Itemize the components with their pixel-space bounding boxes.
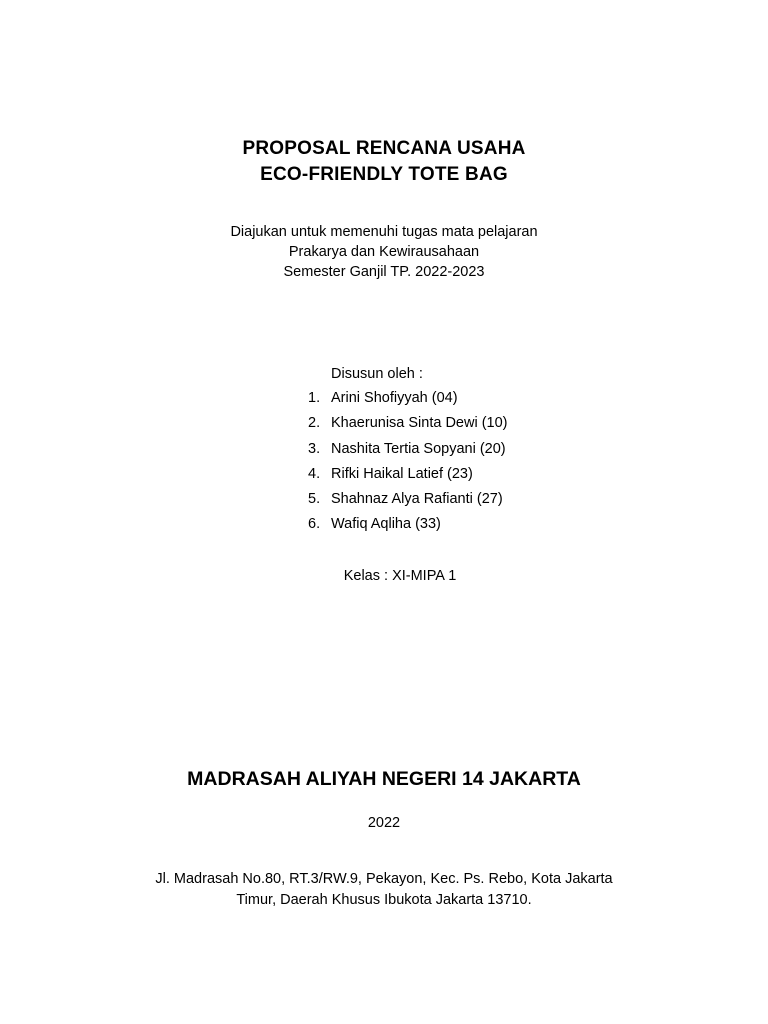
school-address — [0, 869, 768, 910]
list-number: 1. — [308, 390, 321, 406]
list-number: 6. — [308, 516, 321, 533]
authors-section — [308, 364, 608, 540]
author-name: Wafiq Aqliha (33) — [331, 516, 441, 533]
list-item — [308, 464, 608, 489]
address-line-1: Jl. Madrasah No.80, RT.3/RW.9, Pekayon, Kec. Ps. Rebo, Kota Jakarta — [155, 871, 613, 887]
list-number: 2. — [308, 415, 321, 432]
purpose-line-2: Prakarya dan Kewirausahaan — [288, 244, 480, 260]
author-name: Arini Shofiyyah (04) — [331, 390, 458, 406]
year-label: 2022 — [367, 815, 401, 831]
purpose-line-3: Semester Ganjil TP. 2022-2023 — [283, 264, 485, 280]
list-item — [308, 413, 608, 438]
authors-list — [308, 388, 608, 540]
list-item — [308, 514, 608, 539]
author-name: Khaerunisa Sinta Dewi (10) — [331, 415, 508, 432]
purpose-statement — [0, 222, 768, 282]
document-title — [0, 136, 768, 188]
title-line-2: ECO-FRIENDLY TOTE BAG — [260, 164, 508, 185]
list-number: 3. — [308, 440, 321, 457]
author-name: Nashita Tertia Sopyani (20) — [331, 440, 506, 457]
authors-heading: Disusun oleh : — [331, 366, 423, 382]
title-line-1: PROPOSAL RENCANA USAHA — [242, 138, 526, 159]
list-item — [308, 388, 608, 413]
author-name: Shahnaz Alya Rafianti (27) — [331, 491, 503, 508]
list-number: 5. — [308, 491, 321, 508]
address-line-2: Timur, Daerah Khusus Ibukota Jakarta 13710. — [236, 891, 532, 908]
author-name: Rifki Haikal Latief (23) — [331, 465, 473, 482]
class-label: Kelas : XI-MIPA 1 — [343, 568, 457, 584]
list-number: 4. — [308, 465, 321, 482]
school-name: MADRASAH ALIYAH NEGERI 14 JAKARTA — [187, 768, 581, 790]
purpose-line-1: Diajukan untuk memenuhi tugas mata pelajaran — [230, 224, 538, 240]
list-item — [308, 489, 608, 514]
list-item — [308, 439, 608, 464]
